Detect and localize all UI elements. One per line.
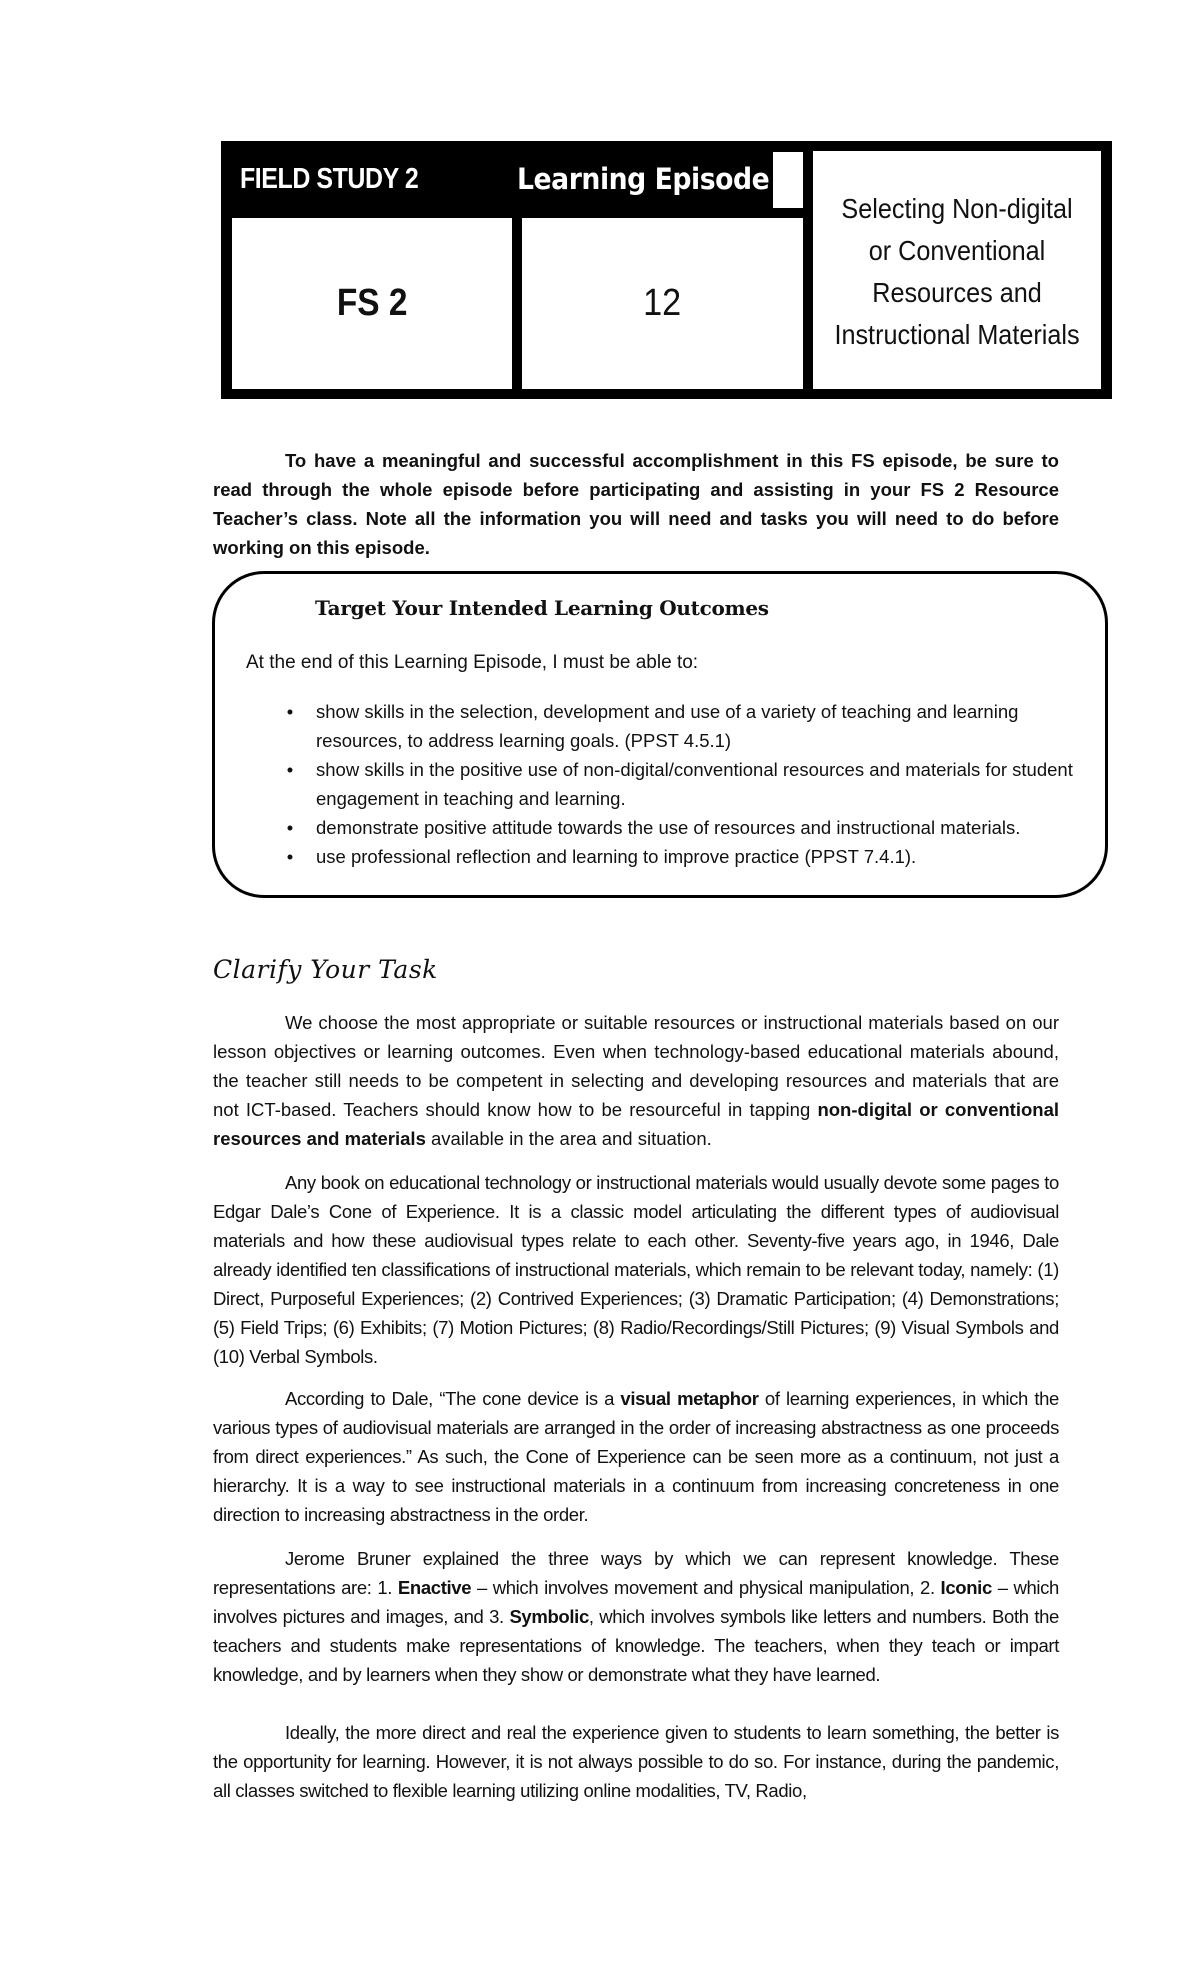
list-item-text: show skills in the positive use of non-digital/conventional resources and materials for student engagement in teaching and learning. xyxy=(316,759,1073,809)
list-item xyxy=(280,697,1080,755)
emphasis-text: non-digital or conventional resources and materials xyxy=(213,1099,1059,1149)
list-item-text: show skills in the selection, development and use of a variety of teaching and learning resources, to address learning goals. (PPST 4.5.1) xyxy=(316,701,1019,751)
paragraph-text: – which involves pictures and images, and 3. xyxy=(213,1577,1059,1627)
clarify-paragraph-1 xyxy=(213,1008,1059,1153)
paragraph-text: , which involves symbols like letters and numbers. Both the teachers and students make representations of knowledge. The teachers, when they teach or impart knowledge, and by learners when they show or demonstrate what they have learned. xyxy=(213,1606,1059,1685)
bullet-icon: • xyxy=(286,846,294,867)
paragraph-text: Jerome Bruner explained the three ways by which we can represent knowledge. These representations are: 1. xyxy=(213,1548,1059,1598)
header-notch-decoration xyxy=(773,152,803,208)
paragraph-text: According to Dale, “The cone device is a xyxy=(285,1388,621,1409)
emphasis-text: visual metaphor xyxy=(620,1388,759,1409)
emphasis-text: Enactive xyxy=(397,1577,472,1598)
learning-outcomes-heading: Target Your Intended Learning Outcomes xyxy=(315,596,769,620)
fs-cell xyxy=(232,218,512,389)
paragraph-text: available in the area and situation. xyxy=(425,1128,712,1149)
list-item-text: use professional reflection and learning to improve practice (PPST 7.4.1). xyxy=(316,846,917,867)
bullet-icon: • xyxy=(286,759,294,780)
clarify-paragraph-4 xyxy=(213,1544,1059,1689)
episode-title: Selecting Non-digital or Conventional Resources and Instructional Materials xyxy=(834,193,1080,350)
episode-number: 12 xyxy=(643,282,682,324)
episode-header-table xyxy=(221,141,1112,399)
paragraph-text: Ideally, the more direct and real the experience given to students to learn something, the better is the opportunity for learning. However, it is not always possible to do so. For instance, during the pandemic, all classes switched to flexible learning utilizing online modalities, TV, Radio, xyxy=(213,1722,1059,1801)
learning-episode-label: Learning Episode xyxy=(517,162,770,196)
fs-value: FS 2 xyxy=(336,282,408,324)
intro-text: To have a meaningful and successful accomplishment in this FS episode, be sure to read through the whole episode before participating and assisting in your FS 2 Resource Teacher’s class. Note all the information you will need and tasks you will need to do before working on this episode. xyxy=(213,450,1059,558)
clarify-paragraph-5 xyxy=(213,1718,1059,1805)
learning-outcomes-intro: At the end of this Learning Episode, I must be able to: xyxy=(246,652,699,673)
paragraph-text: of learning experiences, in which the various types of audiovisual materials are arranged in the order of increasing abstractness as one proceeds from direct experiences.” As such, the Cone of Experience can be seen more as a continuum, not just a hierarchy. It is a way to see instructional materials in a continuum from increasing concreteness in one direction to increasing abstractness in the order. xyxy=(213,1388,1059,1525)
episode-number-cell xyxy=(522,218,803,389)
emphasis-text: Iconic xyxy=(940,1577,992,1598)
episode-title-cell xyxy=(813,151,1101,389)
learning-outcomes-list xyxy=(280,697,1080,871)
intro-paragraph xyxy=(213,446,1059,562)
field-study-label: FIELD STUDY 2 xyxy=(240,163,419,195)
clarify-paragraph-3 xyxy=(213,1384,1059,1529)
list-item xyxy=(280,755,1080,813)
paragraph-text: Any book on educational technology or instructional materials would usually devote some pages to Edgar Dale’s Cone of Experience. It is a classic model articulating the different types of audiovisual materials and how these audiovisual types relate to each other. Seventy-five years ago, in 1946, Dale already identified ten classifications of instructional materials, which remain to be relevant today, namely: (1) Direct, Purposeful Experiences; (2) Contrived Experiences; (3) Dramatic Participation; (4) Demonstrations; (5) Field Trips; (6) Exhibits; (7) Motion Pictures; (8) Radio/Recordings/Still Pictures; (9) Visual Symbols and (10) Verbal Symbols. xyxy=(213,1172,1059,1367)
list-item-text: demonstrate positive attitude towards the use of resources and instructional materials. xyxy=(316,817,1021,838)
bullet-icon: • xyxy=(286,817,294,838)
bullet-icon: • xyxy=(286,701,294,722)
list-item xyxy=(280,813,1080,842)
emphasis-text: Symbolic xyxy=(509,1606,589,1627)
paragraph-text: We choose the most appropriate or suitable resources or instructional materials based on our lesson objectives or learning outcomes. Even when technology-based educational materials abound, the teacher still needs to be competent in selecting and developing resources and materials that are not ICT-based. Teachers should know how to be resourceful in tapping xyxy=(213,1012,1059,1120)
clarify-paragraph-2 xyxy=(213,1168,1059,1371)
paragraph-text: – which involves movement and physical manipulation, 2. xyxy=(471,1577,941,1598)
clarify-task-heading: Clarify Your Task xyxy=(213,955,438,984)
list-item xyxy=(280,842,1080,871)
